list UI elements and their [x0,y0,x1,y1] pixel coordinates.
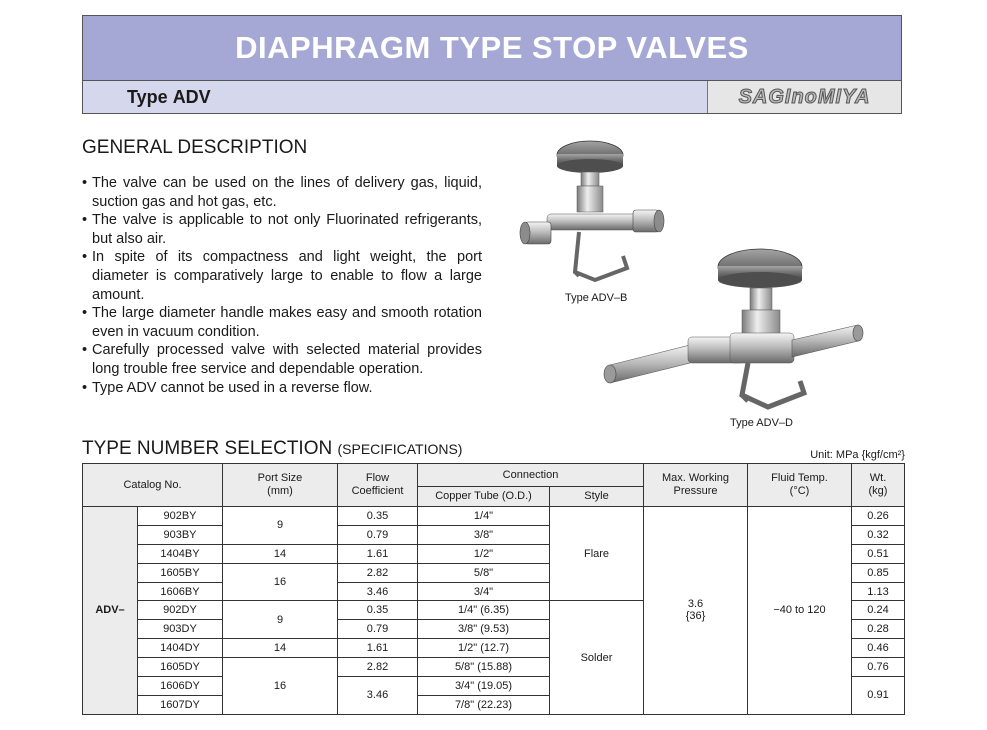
header-copper-tube: Copper Tube (O.D.) [418,487,550,507]
caption-adv-b: Type ADV–B [565,292,628,304]
description-bullet: • Type ADV cannot be used in a reverse flow. [82,379,482,398]
series-cell: ADV– [83,507,138,715]
port-size-cell: 16 [223,563,338,601]
port-size-cell: 16 [223,658,338,715]
tube-cell: 7/8" (22.23) [418,695,550,714]
flow-cell: 0.35 [338,601,418,620]
header-style: Style [550,487,644,507]
page-title: DIAPHRAGM TYPE STOP VALVES [235,30,749,65]
catalog-cell: 1404DY [138,639,223,658]
unit-note: Unit: MPa {kgf/cm²} [810,449,905,461]
tube-cell: 1/2" [418,544,550,563]
catalog-cell: 1605BY [138,563,223,582]
flow-cell: 0.79 [338,620,418,639]
catalog-cell: 903DY [138,620,223,639]
valve-adv-d-photo [600,245,865,415]
header-weight: Wt. (kg) [852,464,905,507]
weight-cell: 1.13 [852,582,905,601]
catalog-cell: 1606BY [138,582,223,601]
flow-cell: 1.61 [338,544,418,563]
flow-cell: 0.35 [338,507,418,526]
description-bullet: • The large diameter handle makes easy and smooth rotation even in vacuum condition. [82,304,482,341]
table-row [83,507,905,526]
type-selection-subtitle: (SPECIFICATIONS) [337,441,463,457]
type-selection-heading [82,438,462,460]
port-size-cell: 9 [223,601,338,639]
tube-cell: 3/8" [418,525,550,544]
title-banner [82,15,902,81]
flow-cell: 1.61 [338,639,418,658]
description-bullet: • The valve is applicable to not only Fluorinated refrigerants, but also air. [82,211,482,248]
tube-cell: 3/8" (9.53) [418,620,550,639]
type-bar [82,80,902,114]
weight-cell: 0.32 [852,525,905,544]
header-catalog: Catalog No. [83,464,223,507]
flow-cell: 2.82 [338,563,418,582]
weight-cell: 0.28 [852,620,905,639]
brand-logo: SAGInoMIYA [738,85,871,108]
header-pressure: Max. Working Pressure [644,464,748,507]
weight-cell: 0.46 [852,639,905,658]
caption-adv-d: Type ADV–D [730,417,793,429]
port-size-cell: 14 [223,544,338,563]
catalog-cell: 903BY [138,525,223,544]
catalog-cell: 1607DY [138,695,223,714]
style-cell: Flare [550,507,644,601]
catalog-cell: 1404BY [138,544,223,563]
port-size-cell: 14 [223,639,338,658]
style-cell: Solder [550,601,644,714]
description-bullet: • In spite of its compactness and light weight, the port diameter is comparatively large to enable to flow a large amount. [82,248,482,304]
weight-cell: 0.51 [852,544,905,563]
tube-cell: 1/4" [418,507,550,526]
weight-cell: 0.26 [852,507,905,526]
type-prefix: Type [127,86,168,107]
header-temp: Fluid Temp. (°C) [748,464,852,507]
catalog-cell: 902BY [138,507,223,526]
flow-cell: 2.82 [338,658,418,677]
spec-table [82,463,905,715]
catalog-cell: 1606DY [138,677,223,696]
type-model: ADV [172,86,211,107]
weight-cell: 0.76 [852,658,905,677]
general-description-heading: GENERAL DESCRIPTION [82,137,308,158]
weight-cell: 0.85 [852,563,905,582]
tube-cell: 3/4" (19.05) [418,677,550,696]
flow-cell: 0.79 [338,525,418,544]
type-selection-title: TYPE NUMBER SELECTION [82,438,333,459]
flow-cell: 3.46 [338,677,418,715]
tube-cell: 1/4" (6.35) [418,601,550,620]
pressure-cell: 3.6 {36} [644,507,748,715]
tube-cell: 5/8" (15.88) [418,658,550,677]
temp-cell: −40 to 120 [748,507,852,715]
tube-cell: 3/4" [418,582,550,601]
header-flow: Flow Coefficient [338,464,418,507]
description-bullet: • The valve can be used on the lines of delivery gas, liquid, suction gas and hot gas, etc. [82,174,482,211]
header-port-size: Port Size (mm) [223,464,338,507]
flow-cell: 3.46 [338,582,418,601]
tube-cell: 1/2" (12.7) [418,639,550,658]
brand-cell [707,81,901,113]
catalog-cell: 902DY [138,601,223,620]
weight-cell: 0.24 [852,601,905,620]
port-size-cell: 9 [223,507,338,545]
description-bullet: • Carefully processed valve with selected material provides long trouble free service and dependable operation. [82,341,482,378]
catalog-cell: 1605DY [138,658,223,677]
type-label [83,81,707,113]
description-list [82,174,482,397]
weight-cell: 0.91 [852,677,905,715]
header-connection: Connection [418,464,644,487]
tube-cell: 5/8" [418,563,550,582]
